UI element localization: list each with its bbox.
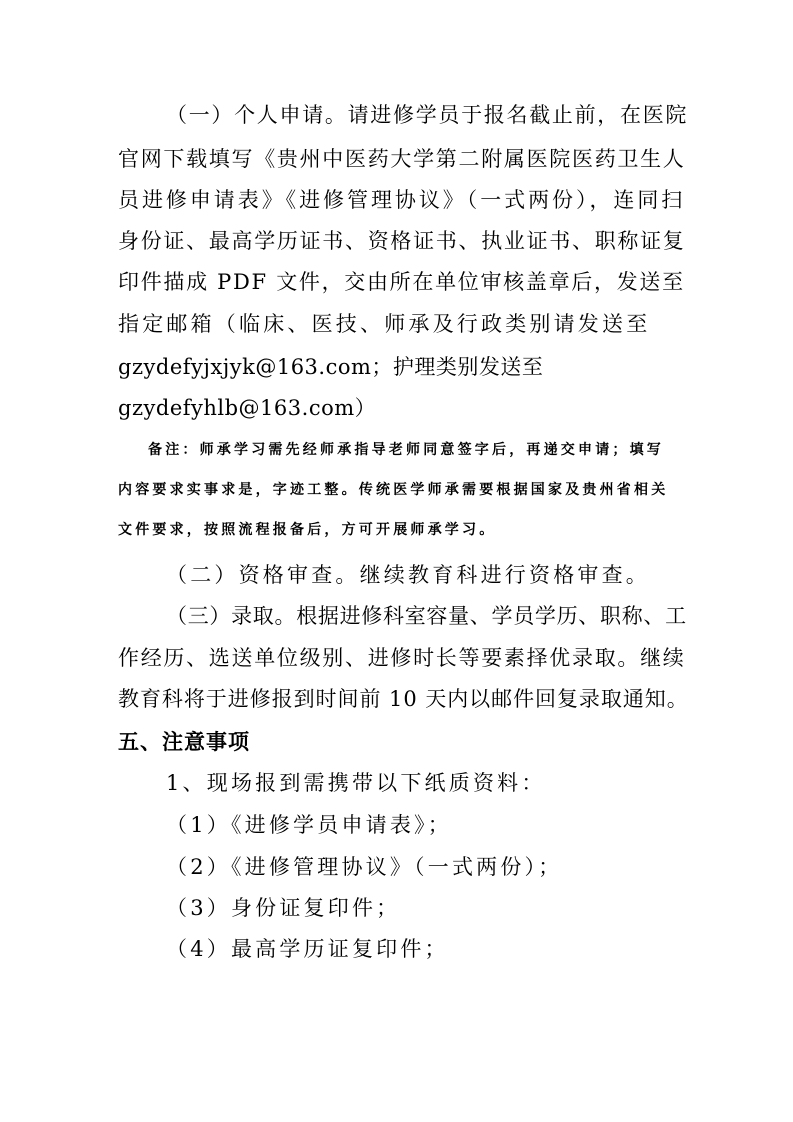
text-line: 官网下载填写《贵州中医药大学第二附属医院医药卫生人 <box>118 147 686 171</box>
note-line: 内容要求实事求是，字迹工整。传统医学师承需要根据国家及贵州省相关 <box>118 482 669 498</box>
note-line: 文件要求，按照流程报备后，方可开展师承学习。 <box>118 522 497 538</box>
email-line: gzydefyhlb@163.com） <box>118 396 377 420</box>
text-line: （三）录取。根据进修科室容量、学员学历、职称、工 <box>166 604 687 628</box>
list-intro: 1、现场报到需携带以下纸质资料： <box>166 771 546 795</box>
text-line: 教育科将于进修报到时间前 10 天内以邮件回复录取通知。 <box>118 687 689 711</box>
list-item: （3）身份证复印件； <box>166 896 401 920</box>
list-item: （1）《进修学员申请表》； <box>166 813 452 837</box>
text-line: 身份证、最高学历证书、资格证书、执业证书、职称证复 <box>118 229 686 253</box>
text-line: （一）个人申请。请进修学员于报名截止前，在医院 <box>166 103 689 127</box>
list-item: （4）最高学历证复印件； <box>166 937 449 961</box>
text-line: 作经历、选送单位级别、进修时长等要素择优录取。继续 <box>118 646 686 670</box>
list-item: （2）《进修管理协议》（一式两份）； <box>166 855 563 879</box>
text-line: 印件描成 PDF 文件，交由所在单位审核盖章后，发送至 <box>118 270 685 294</box>
paragraph-qualification-review: （二）资格审查。继续教育科进行资格审查。 <box>166 563 650 587</box>
note-line: 备注：师承学习需先经师承指导老师同意签字后，再递交申请；填写 <box>148 442 664 458</box>
section-heading: 五、注意事项 <box>118 730 250 754</box>
text-line: 员进修申请表》《进修管理协议》（一式两份），连同扫 <box>118 188 686 212</box>
text-line: 指定邮箱（临床、医技、师承及行政类别请发送至 <box>118 312 651 336</box>
email-line: gzydefyjxjyk@163.com；护理类别发送至 <box>118 355 544 379</box>
